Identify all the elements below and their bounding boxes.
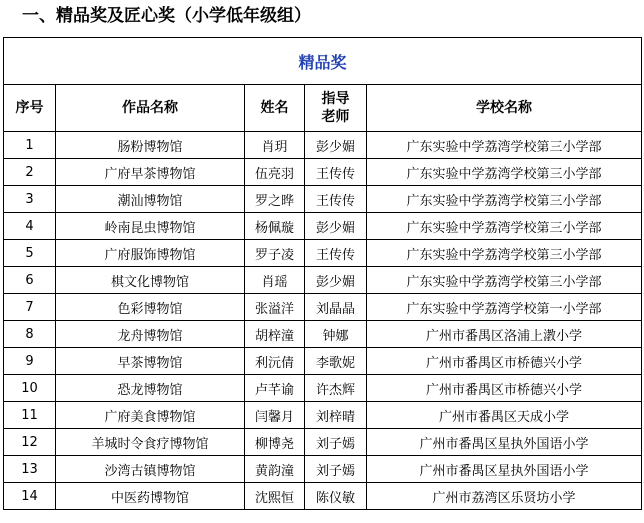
cell-work: 棋文化博物馆	[56, 267, 245, 294]
table-row	[4, 375, 642, 402]
header-mentor-line1: 指导	[321, 91, 350, 107]
cell-school: 广东实验中学荔湾学校第三小学部	[367, 186, 642, 213]
cell-mentor: 陈仪敏	[305, 483, 367, 510]
table-row	[4, 132, 642, 159]
cell-work: 广府服饰博物馆	[56, 240, 245, 267]
cell-index: 7	[4, 294, 56, 321]
cell-name: 杨佩璇	[245, 213, 305, 240]
table-row	[4, 240, 642, 267]
cell-mentor: 彭少媚	[305, 213, 367, 240]
cell-mentor: 刘晶晶	[305, 294, 367, 321]
cell-name: 罗子凌	[245, 240, 305, 267]
cell-mentor: 王传传	[305, 240, 367, 267]
cell-work: 沙湾古镇博物馆	[56, 456, 245, 483]
cell-mentor: 王传传	[305, 159, 367, 186]
cell-index: 10	[4, 375, 56, 402]
cell-school: 广东实验中学荔湾学校第三小学部	[367, 159, 642, 186]
cell-mentor: 刘子嫣	[305, 429, 367, 456]
cell-school: 广东实验中学荔湾学校第三小学部	[367, 132, 642, 159]
table-row	[4, 483, 642, 510]
cell-work: 色彩博物馆	[56, 294, 245, 321]
table-row	[4, 186, 642, 213]
cell-mentor: 刘子嫣	[305, 456, 367, 483]
cell-index: 3	[4, 186, 56, 213]
cell-mentor: 彭少媚	[305, 132, 367, 159]
header-mentor	[305, 85, 367, 132]
cell-school: 广州市番禺区星执外国语小学	[367, 456, 642, 483]
cell-index: 13	[4, 456, 56, 483]
award-category-row	[4, 38, 642, 85]
cell-work: 中医药博物馆	[56, 483, 245, 510]
table-row	[4, 213, 642, 240]
awards-table	[3, 37, 642, 510]
table-row	[4, 429, 642, 456]
header-mentor-line2: 老师	[321, 109, 350, 125]
cell-school: 广东实验中学荔湾学校第三小学部	[367, 267, 642, 294]
cell-school: 广州市荔湾区乐贤坊小学	[367, 483, 642, 510]
cell-school: 广州市番禺区市桥德兴小学	[367, 375, 642, 402]
cell-school: 广州市番禺区天成小学	[367, 402, 642, 429]
cell-index: 6	[4, 267, 56, 294]
cell-work: 恐龙博物馆	[56, 375, 245, 402]
cell-name: 伍亮羽	[245, 159, 305, 186]
cell-name: 卢芊谕	[245, 375, 305, 402]
cell-index: 1	[4, 132, 56, 159]
cell-mentor: 刘梓晴	[305, 402, 367, 429]
cell-work: 广府早茶博物馆	[56, 159, 245, 186]
cell-work: 广府美食博物馆	[56, 402, 245, 429]
header-index: 序号	[4, 85, 56, 132]
cell-mentor: 彭少媚	[305, 267, 367, 294]
cell-name: 肖瑶	[245, 267, 305, 294]
table-row	[4, 321, 642, 348]
table-row	[4, 294, 642, 321]
cell-mentor: 钟娜	[305, 321, 367, 348]
cell-work: 龙舟博物馆	[56, 321, 245, 348]
section-title: 一、精品奖及匠心奖（小学低年级组）	[22, 6, 311, 26]
cell-index: 4	[4, 213, 56, 240]
cell-school: 广东实验中学荔湾学校第一小学部	[367, 294, 642, 321]
cell-name: 罗之晔	[245, 186, 305, 213]
table-row	[4, 267, 642, 294]
cell-name: 黄韵潼	[245, 456, 305, 483]
cell-index: 5	[4, 240, 56, 267]
award-category: 精品奖	[4, 38, 642, 85]
cell-work: 潮汕博物馆	[56, 186, 245, 213]
cell-work: 岭南昆虫博物馆	[56, 213, 245, 240]
cell-index: 11	[4, 402, 56, 429]
cell-school: 广东实验中学荔湾学校第三小学部	[367, 240, 642, 267]
table-row	[4, 159, 642, 186]
cell-name: 胡梓潼	[245, 321, 305, 348]
cell-mentor: 王传传	[305, 186, 367, 213]
cell-index: 12	[4, 429, 56, 456]
cell-index: 2	[4, 159, 56, 186]
table-row	[4, 402, 642, 429]
cell-index: 14	[4, 483, 56, 510]
cell-index: 8	[4, 321, 56, 348]
cell-work: 早茶博物馆	[56, 348, 245, 375]
cell-name: 闫馨月	[245, 402, 305, 429]
cell-name: 柳博尧	[245, 429, 305, 456]
cell-name: 张溢洋	[245, 294, 305, 321]
table-row	[4, 348, 642, 375]
cell-school: 广东实验中学荔湾学校第三小学部	[367, 213, 642, 240]
table-header-row	[4, 85, 642, 132]
cell-name: 沈熙恒	[245, 483, 305, 510]
header-name: 姓名	[245, 85, 305, 132]
cell-index: 9	[4, 348, 56, 375]
cell-name: 肖玥	[245, 132, 305, 159]
cell-mentor: 李歌妮	[305, 348, 367, 375]
cell-work: 肠粉博物馆	[56, 132, 245, 159]
cell-mentor: 许杰辉	[305, 375, 367, 402]
cell-school: 广州市番禺区市桥德兴小学	[367, 348, 642, 375]
header-school: 学校名称	[367, 85, 642, 132]
cell-name: 利沅倩	[245, 348, 305, 375]
cell-work: 羊城时令食疗博物馆	[56, 429, 245, 456]
cell-school: 广州市番禺区星执外国语小学	[367, 429, 642, 456]
table-row	[4, 456, 642, 483]
cell-school: 广州市番禺区洛浦上漖小学	[367, 321, 642, 348]
header-work: 作品名称	[56, 85, 245, 132]
